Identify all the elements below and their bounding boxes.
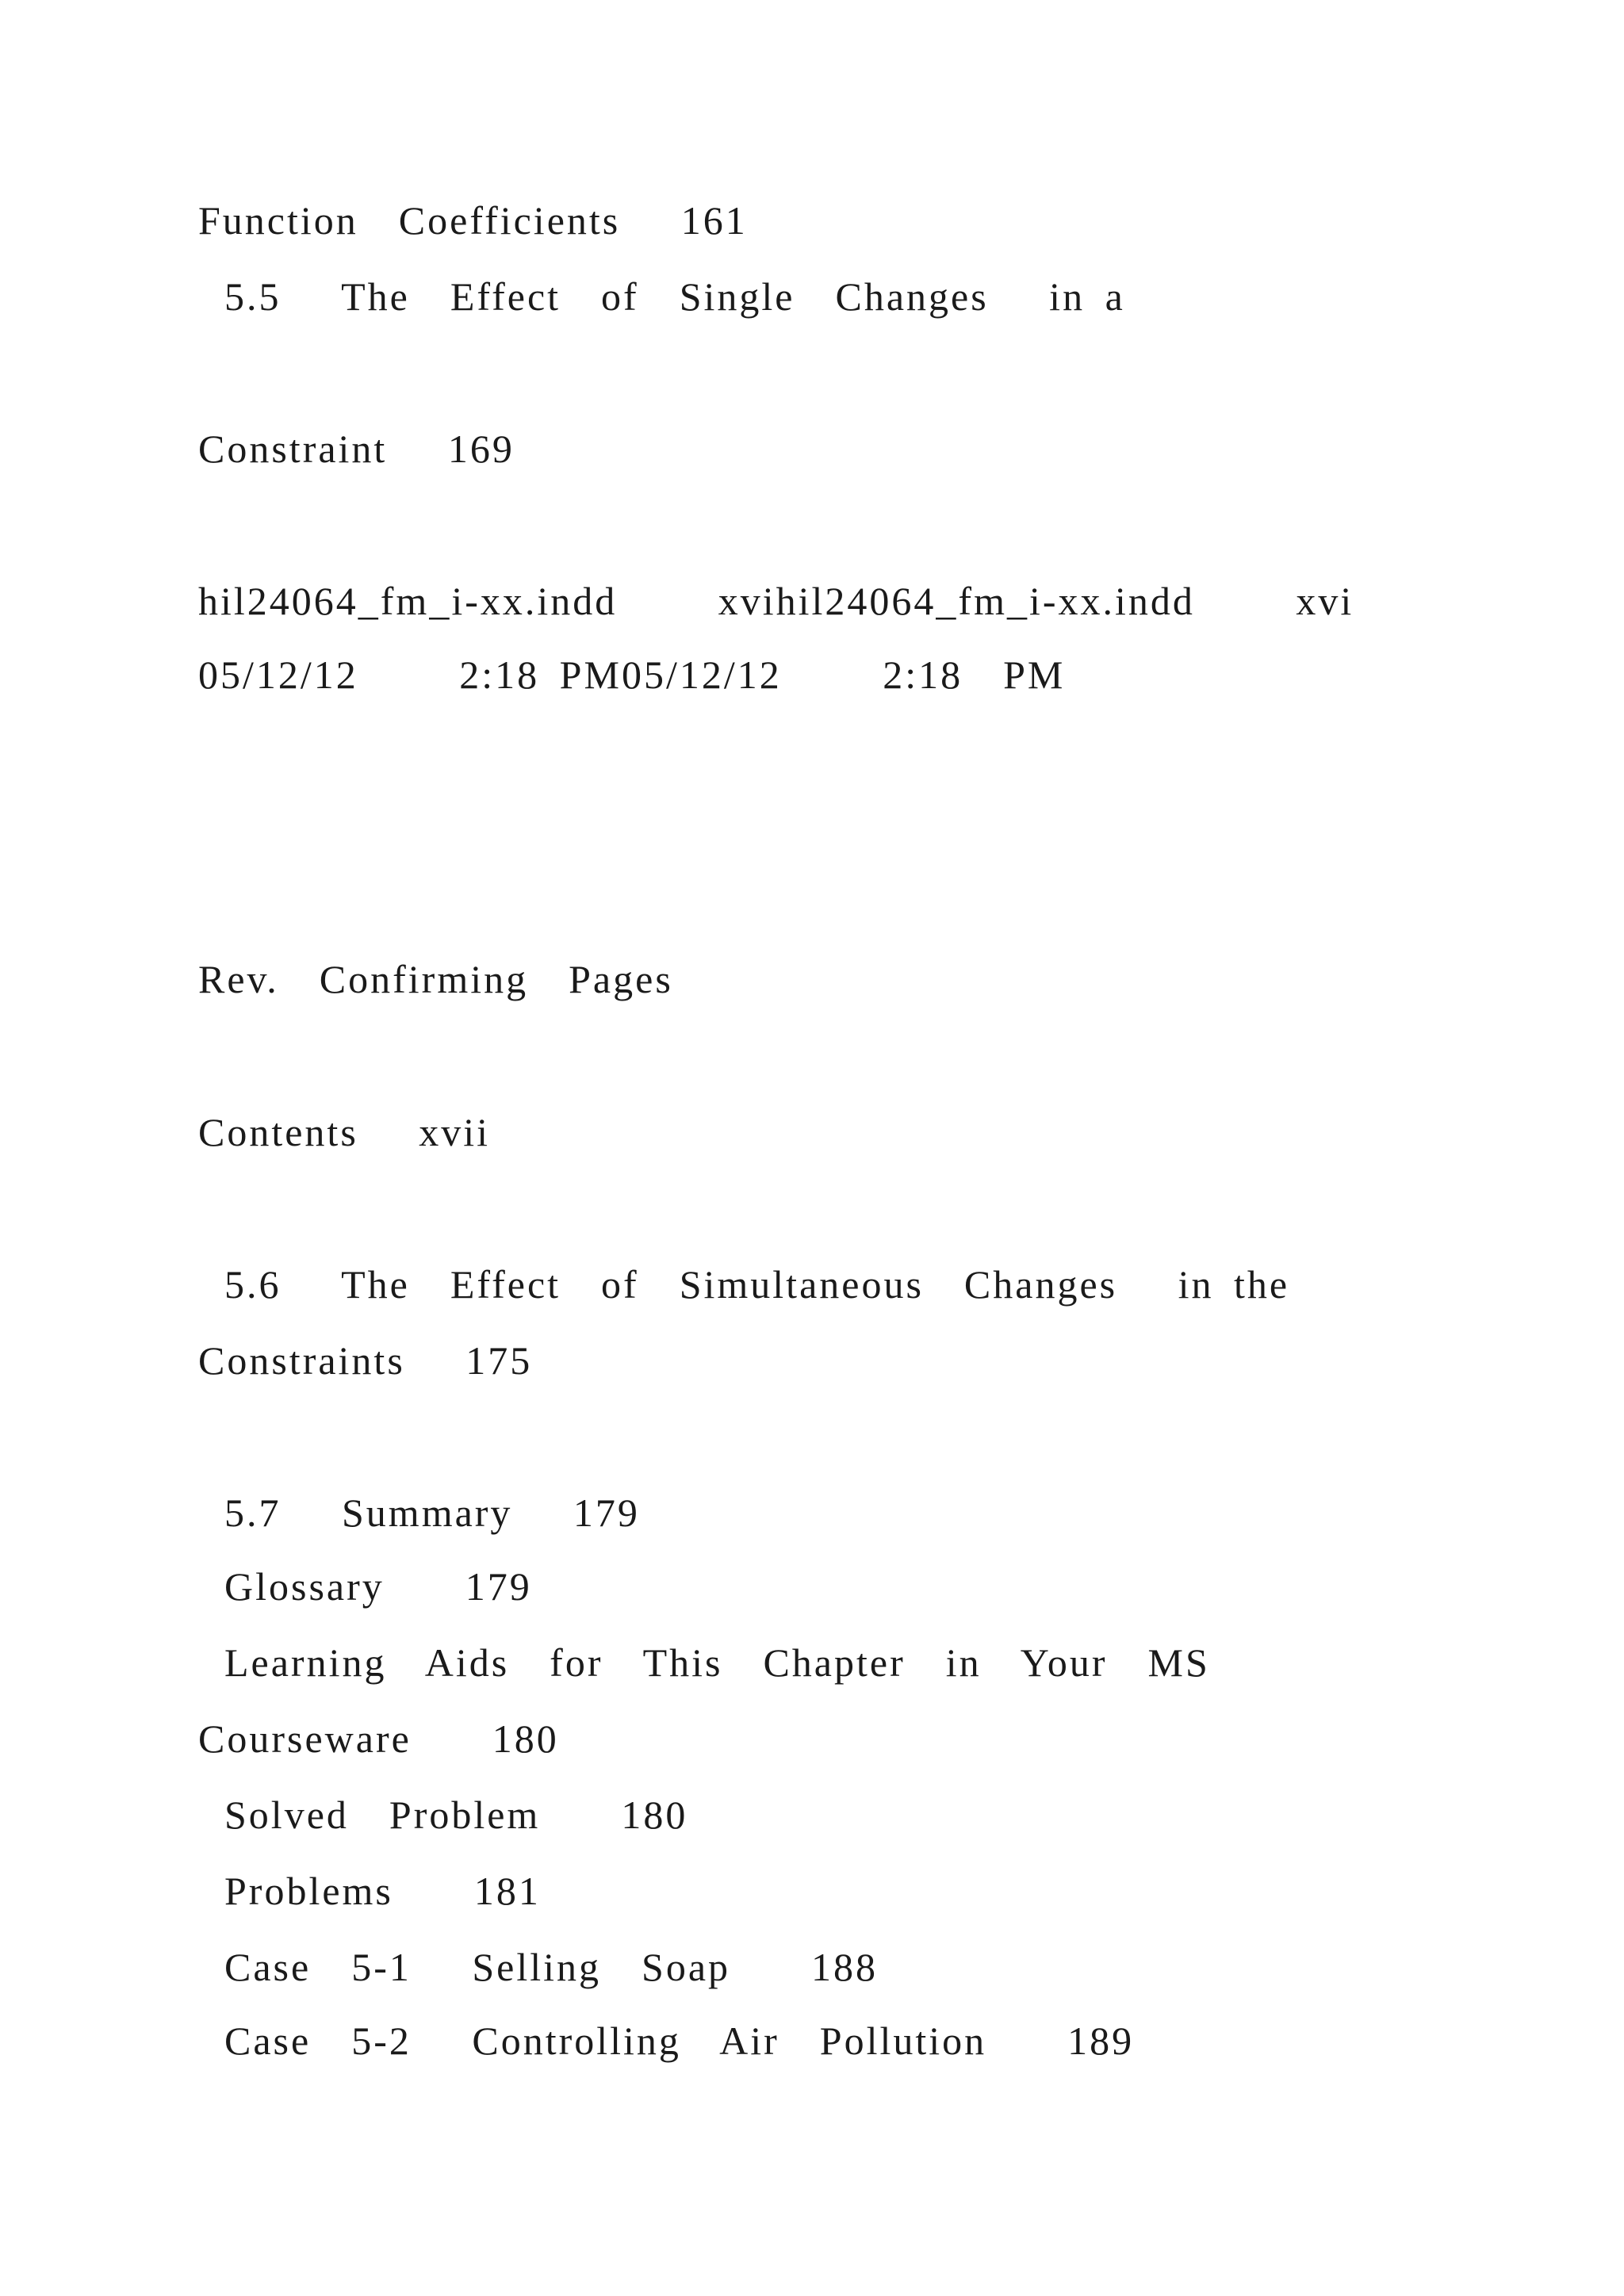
toc-entry-solved-problem: Solved Problem 180 <box>224 1793 688 1837</box>
toc-entry-5-7: 5.7 Summary 179 <box>224 1490 640 1535</box>
toc-entry-glossary: Glossary 179 <box>224 1564 532 1609</box>
toc-entry-case-5-2: Case 5-2 Controlling Air Pollution 189 <box>224 2019 1135 2063</box>
toc-line-courseware: Courseware 180 <box>198 1716 559 1761</box>
toc-line-constraint: Constraint 169 <box>198 427 515 471</box>
toc-line-constraints: Constraints 175 <box>198 1338 533 1383</box>
running-header: Rev. Confirming Pages <box>198 957 673 1001</box>
file-slug-line: hil24064_fm_i-xx.indd xvihil24064_fm_i-xx.indd xvi <box>198 579 1354 623</box>
page-header-contents: Contents xvii <box>198 1110 491 1154</box>
toc-entry-learning-aids: Learning Aids for This Chapter in Your MS <box>224 1640 1210 1685</box>
toc-entry-5-6: 5.6 The Effect of Simultaneous Changes in the <box>224 1262 1290 1307</box>
toc-entry-5-5: 5.5 The Effect of Single Changes in a <box>224 274 1125 319</box>
timestamp-line: 05/12/12 2:18 PM05/12/12 2:18 PM <box>198 652 1066 697</box>
toc-entry-case-5-1: Case 5-1 Selling Soap 188 <box>224 1945 879 1989</box>
toc-line-function-coefficients: Function Coefficients 161 <box>198 198 748 243</box>
toc-entry-problems: Problems 181 <box>224 1869 541 1913</box>
